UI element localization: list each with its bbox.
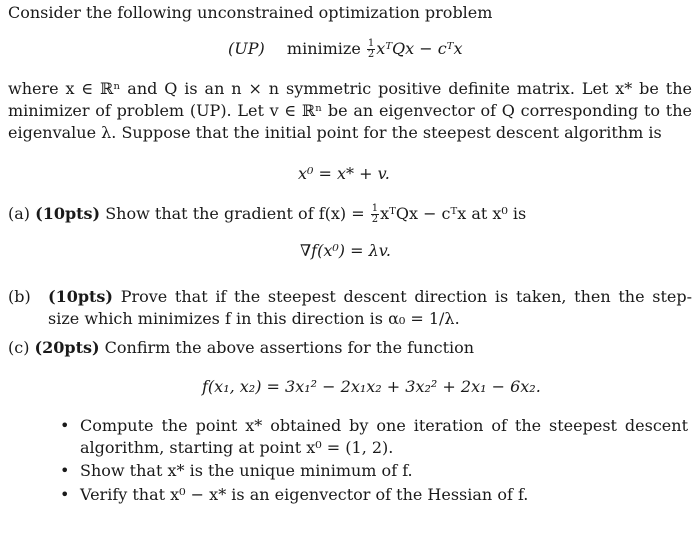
part-b-tag: (b) <box>8 287 31 306</box>
part-b-text: Prove that if the steepest descent direction is taken, then the step-size which minimizes f in this direction is α₀ = 1/λ. <box>48 287 692 328</box>
function-equation: f(x₁, x₂) = 3x₁² − 2x₁x₂ + 3x₂² + 2x₁ − 6x₂. <box>202 377 541 396</box>
bullet-dot: • <box>60 485 70 504</box>
bullet-item-1 <box>60 415 688 459</box>
part-b-points: (10pts) <box>48 287 113 306</box>
gradient-equation: ∇f(x⁰) = λv. <box>300 241 391 260</box>
part-c <box>8 337 474 359</box>
part-a-lead: Show that the gradient of f(x) = <box>105 204 365 223</box>
part-a <box>8 203 526 225</box>
part-a-tag: (a) <box>8 204 31 223</box>
bullet-dot: • <box>60 416 70 435</box>
part-a-fraction-denominator: 2 <box>371 214 379 225</box>
problem-expression: xᵀQx − cᵀx <box>376 39 463 58</box>
intro-text: Consider the following unconstrained optimization problem <box>8 3 493 22</box>
part-b <box>8 286 692 330</box>
problem-word: minimize <box>286 39 361 58</box>
part-c-text: Confirm the above assertions for the function <box>104 338 475 357</box>
part-a-fraction-numerator: 1 <box>371 203 379 214</box>
fraction-numerator: 1 <box>367 38 375 49</box>
problem-statement <box>228 38 462 60</box>
problem-label: (UP) <box>228 39 265 58</box>
bullet-dot: • <box>60 461 70 480</box>
part-c-points: (20pts) <box>34 338 100 357</box>
fraction-denominator: 2 <box>367 49 375 60</box>
bullet-text: Verify that x⁰ − x* is an eigenvector of the Hessian of f. <box>80 485 529 504</box>
part-c-tag: (c) <box>8 338 30 357</box>
bullet-item-3 <box>60 484 688 506</box>
initial-point-equation: x⁰ = x* + v. <box>298 164 390 183</box>
bullet-item-2 <box>60 460 688 482</box>
problem-description: where x ∈ ℝⁿ and Q is an n × n symmetric positive definite matrix. Let x* be the minimizer of problem (UP). Let v ∈ ℝⁿ be an eigenvector of Q corresponding to the eigenvalue λ. Suppose that the initial point for the steepest descent algorithm is <box>8 79 692 142</box>
half-fraction <box>367 39 375 60</box>
bullet-text: Show that x* is the unique minimum of f. <box>80 461 413 480</box>
part-a-points: (10pts) <box>35 204 101 223</box>
part-a-tail: xᵀQx − cᵀx at x⁰ is <box>380 204 527 223</box>
bullet-text: Compute the point x* obtained by one iteration of the steepest descent algorithm, starting at point x⁰ = (1, 2). <box>80 416 688 457</box>
part-a-half-fraction <box>371 204 379 225</box>
